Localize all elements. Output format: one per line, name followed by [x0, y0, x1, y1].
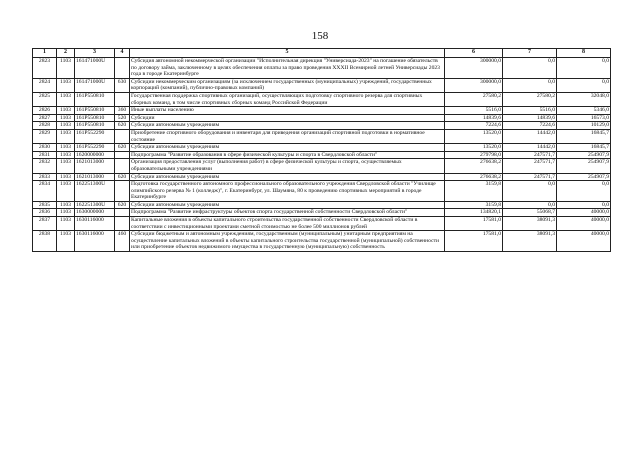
amount-year-3: 5346,0 [557, 107, 611, 115]
section-code: 1103 [57, 217, 75, 231]
expense-type-code [115, 217, 130, 231]
item-name: Государственная поддержка спортивных организаций, осуществляющих подготовку спортивного резерва для спортивных сборных команд, в том числе спортивных сборных команд Российской Федерации [130, 92, 445, 106]
amount-year-3: 254907,9 [557, 159, 611, 173]
item-name: Капитальные вложения в объекты капитального строительства государственной собственности Свердловской области в соответствии с инвестиционными проектами сметной стоимостью не более 500 миллионов рублей [130, 217, 445, 231]
amount-year-3: 254907,9 [557, 151, 611, 159]
expense-type-code: 620 [115, 173, 130, 181]
target-code: 161P552290 [75, 144, 115, 152]
column-header: 7 [503, 49, 557, 58]
row-number: 2833 [33, 173, 57, 181]
table-row [33, 201, 611, 209]
target-code: 161P552290 [75, 129, 115, 143]
section-code: 1103 [57, 201, 75, 209]
table-row [33, 144, 611, 152]
amount-year-2: 7224,6 [503, 122, 557, 130]
amount-year-3: 16845,7 [557, 144, 611, 152]
item-name: Субсидии автономным учреждениям [130, 201, 445, 209]
amount-year-2: 38091,3 [503, 217, 557, 231]
amount-year-1: 279798,0 [445, 151, 503, 159]
item-name: Приобретение спортивного оборудования и инвентаря для приведения организаций спортивной подготовки в нормативное состояние [130, 129, 445, 143]
item-name: Субсидии автономным учреждениям [130, 173, 445, 181]
section-code: 1103 [57, 78, 75, 92]
amount-year-2: 38091,3 [503, 231, 557, 252]
amount-year-3: 40000,0 [557, 231, 611, 252]
table-row [33, 78, 611, 92]
amount-year-3: 16573,0 [557, 114, 611, 122]
section-code: 1103 [57, 122, 75, 130]
item-name: Подготовка государственного автономного профессионального образовательного учреждения Свердловской области "Училище олимпийского резерва № 1 (колледж)", г. Екатеринбург, ул. Шаумяна, 80 к проведению спортивных мероприятий в городе Екатеринбурге [130, 181, 445, 202]
row-number: 2831 [33, 151, 57, 159]
expense-type-code [115, 129, 130, 143]
table-row [33, 173, 611, 181]
item-name: Субсидия автономной некоммерческой организации "Исполнительная дирекция "Универсиада-2023" на погашение обязательств по договору займа, заключенному в целях обеспечения оплаты за право проведения XXXII Всемирной летней Универсиады 2023 года в городе Екатеринбурге [130, 58, 445, 79]
row-number: 2827 [33, 114, 57, 122]
table-row [33, 122, 611, 130]
row-number: 2838 [33, 231, 57, 252]
item-name: Организация предоставления услуг (выполнения работ) в сфере физической культуры и спорта, осуществляемых образовательными учреждениями [130, 159, 445, 173]
column-header: 2 [57, 49, 75, 58]
item-name: Субсидии [130, 114, 445, 122]
amount-year-1: 5516,0 [445, 107, 503, 115]
amount-year-2: 247571,7 [503, 159, 557, 173]
amount-year-1: 17581,0 [445, 231, 503, 252]
row-number: 2834 [33, 181, 57, 202]
row-number: 2837 [33, 217, 57, 231]
expense-type-code: 620 [115, 122, 130, 130]
table-row [33, 151, 611, 159]
row-number: 2825 [33, 92, 57, 106]
amount-year-2: 14442,0 [503, 129, 557, 143]
amount-year-1: 276638,2 [445, 159, 503, 173]
expense-type-code: 620 [115, 144, 130, 152]
row-number: 2829 [33, 129, 57, 143]
target-code: 162251300U [75, 201, 115, 209]
section-code: 1103 [57, 181, 75, 202]
column-header: 6 [445, 49, 503, 58]
target-code: 161P550810 [75, 92, 115, 106]
item-name: Субсидии автономным учреждениям [130, 122, 445, 130]
target-code: 162251300U [75, 181, 115, 202]
amount-year-2: 0,0 [503, 58, 557, 79]
amount-year-2: 247571,7 [503, 173, 557, 181]
row-number: 2824 [33, 78, 57, 92]
column-header: 4 [115, 49, 130, 58]
amount-year-2: 5516,0 [503, 107, 557, 115]
table-row [33, 92, 611, 106]
amount-year-1: 17581,0 [445, 217, 503, 231]
table-row [33, 209, 611, 217]
amount-year-3: 40000,0 [557, 209, 611, 217]
column-header: 3 [75, 49, 115, 58]
table-row [33, 107, 611, 115]
section-code: 1103 [57, 107, 75, 115]
item-name: Субсидии бюджетным и автономным учреждениям, государственным (муниципальным) унитарным предприятиям на осуществление капитальных вложений в объекты капитального строительства государственной (муниципальной) собственности или приобретение объектов недвижимого имущества в государственную (муниципальную) собственность [130, 231, 445, 252]
row-number: 2830 [33, 144, 57, 152]
section-code: 1103 [57, 92, 75, 106]
target-code: 161P550810 [75, 107, 115, 115]
amount-year-3: 0,0 [557, 201, 611, 209]
expense-type-code: 520 [115, 114, 130, 122]
table-row [33, 129, 611, 143]
target-code: 1630116000 [75, 217, 115, 231]
expense-type-code: 460 [115, 231, 130, 252]
amount-year-3: 0,0 [557, 78, 611, 92]
amount-year-3: 32048,0 [557, 92, 611, 106]
amount-year-3: 10129,0 [557, 122, 611, 130]
section-code: 1103 [57, 209, 75, 217]
amount-year-2: 14442,0 [503, 144, 557, 152]
amount-year-1: 276638,2 [445, 173, 503, 181]
section-code: 1103 [57, 144, 75, 152]
row-number: 2835 [33, 201, 57, 209]
expense-type-code [115, 181, 130, 202]
amount-year-1: 3159,8 [445, 201, 503, 209]
section-code: 1103 [57, 114, 75, 122]
amount-year-2: 27580,2 [503, 92, 557, 106]
expense-type-code [115, 159, 130, 173]
table-row [33, 217, 611, 231]
amount-year-2: 55068,7 [503, 209, 557, 217]
table-row [33, 231, 611, 252]
target-code: 1621013000 [75, 159, 115, 173]
column-header: 5 [130, 49, 445, 58]
amount-year-3: 40000,0 [557, 217, 611, 231]
table-row [33, 114, 611, 122]
amount-year-3: 0,0 [557, 58, 611, 79]
section-code: 1103 [57, 173, 75, 181]
amount-year-3: 254907,9 [557, 173, 611, 181]
amount-year-3: 0,0 [557, 181, 611, 202]
column-header: 1 [33, 49, 57, 58]
table-row [33, 58, 611, 79]
expense-type-code: 630 [115, 78, 130, 92]
item-name: Иные выплаты населению [130, 107, 445, 115]
amount-year-1: 14839,6 [445, 114, 503, 122]
page-number: 158 [311, 30, 329, 42]
item-name: Субсидии некоммерческим организациям (за исключением государственных (муниципальных) учреждений, государственных корпораций (компаний), публично-правовых компаний) [130, 78, 445, 92]
expense-type-code [115, 209, 130, 217]
amount-year-2: 0,0 [503, 181, 557, 202]
column-header: 8 [557, 49, 611, 58]
amount-year-1: 27580,2 [445, 92, 503, 106]
item-name: Подпрограмма "Развитие инфраструктуры объектов спорта государственной собственности Свердловской области" [130, 209, 445, 217]
target-code: 1620000000 [75, 151, 115, 159]
row-number: 2832 [33, 159, 57, 173]
amount-year-1: 7224,6 [445, 122, 503, 130]
section-code: 1103 [57, 58, 75, 79]
item-name: Субсидии автономным учреждениям [130, 144, 445, 152]
amount-year-1: 134820,1 [445, 209, 503, 217]
amount-year-3: 16845,7 [557, 129, 611, 143]
amount-year-2: 0,0 [503, 201, 557, 209]
amount-year-1: 300000,0 [445, 78, 503, 92]
target-code: 161P550810 [75, 122, 115, 130]
expense-type-code: 360 [115, 107, 130, 115]
section-code: 1103 [57, 159, 75, 173]
amount-year-1: 300000,0 [445, 58, 503, 79]
row-number: 2828 [33, 122, 57, 130]
target-code: 161P550810 [75, 114, 115, 122]
table-row [33, 181, 611, 202]
expense-type-code [115, 58, 130, 79]
expense-type-code [115, 151, 130, 159]
section-code: 1103 [57, 151, 75, 159]
target-code: 161471000U [75, 58, 115, 79]
amount-year-2: 247571,7 [503, 151, 557, 159]
expense-type-code: 620 [115, 201, 130, 209]
target-code: 161471000U [75, 78, 115, 92]
row-number: 2836 [33, 209, 57, 217]
amount-year-2: 14839,6 [503, 114, 557, 122]
target-code: 1630000000 [75, 209, 115, 217]
row-number: 2826 [33, 107, 57, 115]
section-code: 1103 [57, 231, 75, 252]
row-number: 2823 [33, 58, 57, 79]
section-code: 1103 [57, 129, 75, 143]
amount-year-1: 13520,0 [445, 129, 503, 143]
item-name: Подпрограмма "Развитие образования в сфере физической культуры и спорта в Свердловской области" [130, 151, 445, 159]
target-code: 1630116000 [75, 231, 115, 252]
expense-type-code [115, 92, 130, 106]
table-row [33, 159, 611, 173]
amount-year-1: 13520,0 [445, 144, 503, 152]
budget-table [32, 48, 611, 252]
target-code: 1621013000 [75, 173, 115, 181]
header-row [33, 49, 611, 58]
amount-year-1: 3159,8 [445, 181, 503, 202]
amount-year-2: 0,0 [503, 78, 557, 92]
